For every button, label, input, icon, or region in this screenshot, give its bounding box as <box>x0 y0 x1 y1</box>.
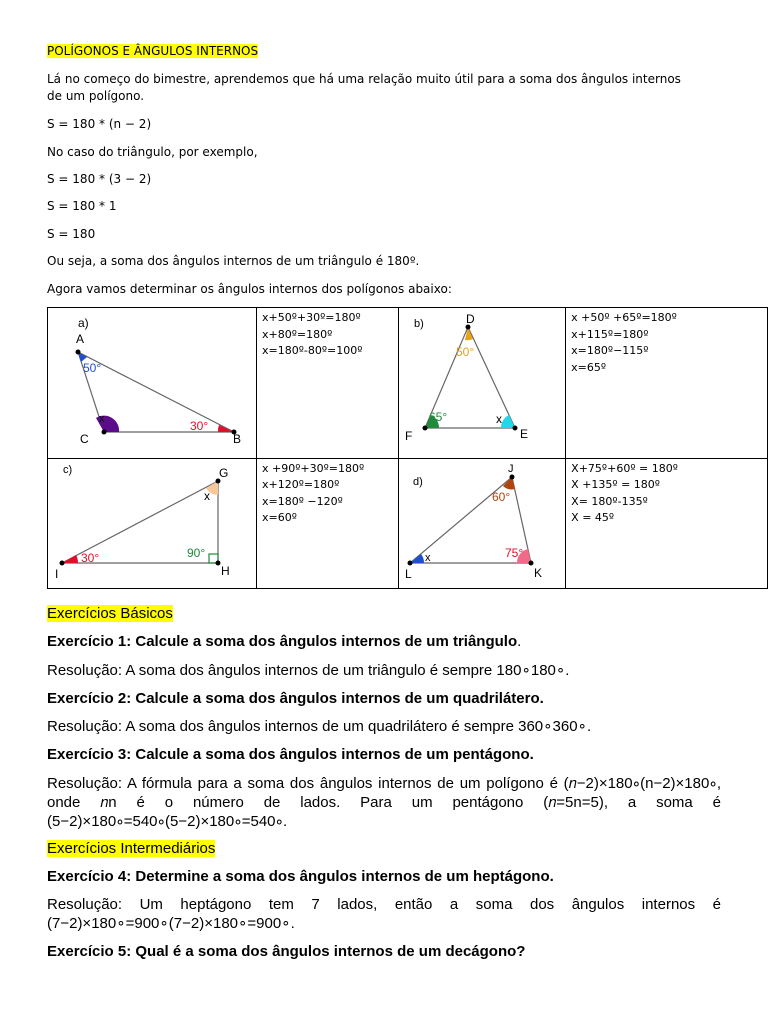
angle-e-marker <box>501 415 515 428</box>
angle-l-label: x <box>425 551 431 564</box>
intro-paragraph: Lá no começo do bimestre, aprendemos que há uma relação muito útil para a soma dos ângulos internos de um polígono. <box>47 72 681 103</box>
angle-e-label: x <box>496 412 503 426</box>
angle-g-label: x <box>204 488 210 503</box>
section-heading-basic: Exercícios Básicos <box>47 605 173 622</box>
equation-b-line-4: x=65º <box>571 360 607 374</box>
angle-b-marker <box>218 425 234 432</box>
equation-a-line-3: x=180º-80º=100º <box>262 344 363 357</box>
angle-c-label: x <box>99 413 105 425</box>
vertex-i-label: I <box>55 566 59 581</box>
equation-c-line-1: x +90º+30º=180º <box>262 461 365 475</box>
vertex-h-label: H <box>221 563 230 578</box>
step-line-3: S = 180 <box>47 227 96 241</box>
triangle-c-figure <box>48 459 256 583</box>
formula-line: S = 180 * (n − 2) <box>47 117 152 131</box>
exercise-1-resolution: Resolução: A soma dos ângulos internos de um triângulo é sempre 180∘180∘. <box>47 662 570 679</box>
equation-b-line-2: x+115º=180º <box>571 327 649 341</box>
equation-d-line-4: X = 45º <box>571 511 615 524</box>
equation-a-line-1: x+50º+30º=180º <box>262 311 361 324</box>
exercise-4-question: Exercício 4: Determine a soma dos ângulos internos de um heptágono. <box>47 868 554 885</box>
angle-a-label: 50° <box>83 361 102 375</box>
tag-d-label: d) <box>413 475 423 488</box>
angle-j-label: 60° <box>492 489 511 504</box>
equation-d-cell <box>566 458 768 589</box>
equation-b-cell <box>566 308 768 459</box>
step-line-2: S = 180 * 1 <box>47 199 117 213</box>
step-line-1: S = 180 * (3 − 2) <box>47 172 152 186</box>
vertex-f-label: F <box>405 429 413 443</box>
equation-c-line-2: x+120º=180º <box>262 478 340 491</box>
exercise-1-question: Exercício 1: Calcule a soma dos ângulos internos de um triângulo. <box>47 633 522 650</box>
exercise-3-question: Exercício 3: Calcule a soma dos ângulos internos de um pentágono. <box>47 746 534 763</box>
figure-a-cell <box>48 308 257 459</box>
exercise-3-resolution: Resolução: A fórmula para a soma dos ângulos internos de um polígono é (𝑛−2)×180∘(n−2)×180∘, onde 𝑛n é o número de lados. Para um pentágono (𝑛=5n=5), a soma é (5−2)×180∘=540∘(5−2)×180∘=540∘. <box>47 775 721 830</box>
exercise-5-question: Exercício 5: Qual é a soma dos ângulos internos de um decágono? <box>47 943 526 960</box>
vertex-l-label: L <box>405 566 412 581</box>
equation-a-line-2: x+80º=180º <box>262 327 333 341</box>
equation-a-cell <box>257 308 399 459</box>
vertex-g-label: G <box>219 465 229 480</box>
angle-i-marker <box>62 555 78 563</box>
tag-b-label: b) <box>414 318 424 330</box>
vertex-j-label: J <box>508 462 514 475</box>
conclusion-line: Ou seja, a soma dos ângulos internos de um triângulo é 180º. <box>47 254 420 268</box>
exercise-2-resolution: Resolução: A soma dos ângulos internos de um quadrilátero é sempre 360∘360∘. <box>47 718 592 735</box>
angle-i-label: 30° <box>81 550 100 565</box>
angle-h-label: 90° <box>187 545 206 560</box>
triangle-case-line: No caso do triângulo, por exemplo, <box>47 145 258 159</box>
vertex-d-label: D <box>466 312 475 326</box>
triangle-d-figure <box>399 459 565 583</box>
vertex-b-label: B <box>233 432 242 446</box>
equation-b-line-3: x=180º−115º <box>571 344 649 357</box>
equation-c-cell <box>257 458 399 589</box>
angle-f-label: 65° <box>429 410 448 424</box>
angle-d-label: 50° <box>456 345 475 359</box>
figure-b-cell <box>399 308 566 459</box>
triangle-b-figure <box>399 308 565 452</box>
figure-c-cell <box>48 458 257 589</box>
tag-c-label: c) <box>63 463 73 476</box>
instruction-line: Agora vamos determinar os ângulos internos dos polígonos abaixo: <box>47 282 452 296</box>
figure-d-cell <box>399 458 566 589</box>
equation-d-line-1: X+75º+60º = 180º <box>571 461 678 475</box>
tag-a-label: a) <box>78 316 89 330</box>
vertex-k-label: K <box>534 565 543 580</box>
exercise-4-resolution: Resolução: Um heptágono tem 7 lados, então a soma dos ângulos internos é (7−2)×180∘=900∘(7−2)×180∘=900∘. <box>47 896 721 932</box>
equation-d-line-3: X= 180º-135º <box>571 494 648 508</box>
section-heading-intermediate: Exercícios Intermediários <box>47 840 216 857</box>
angle-b-label: 30° <box>190 419 209 433</box>
angle-k-label: 75° <box>505 545 524 560</box>
vertex-c-label: C <box>80 432 89 446</box>
polygon-table <box>47 307 768 589</box>
equation-c-line-4: x=60º <box>262 511 297 524</box>
equation-b-line-1: x +50º +65º=180º <box>571 311 677 324</box>
exercise-2-question: Exercício 2: Calcule a soma dos ângulos internos de um quadrilátero. <box>47 690 544 707</box>
vertex-e-label: E <box>520 427 529 441</box>
vertex-a-label: A <box>76 332 85 346</box>
equation-d-line-2: X +135º = 180º <box>571 478 660 491</box>
equation-c-line-3: x=180º −120º <box>262 494 343 508</box>
page-title: POLÍGONOS E ÂNGULOS INTERNOS <box>47 44 259 58</box>
triangle-a-figure <box>48 308 256 452</box>
